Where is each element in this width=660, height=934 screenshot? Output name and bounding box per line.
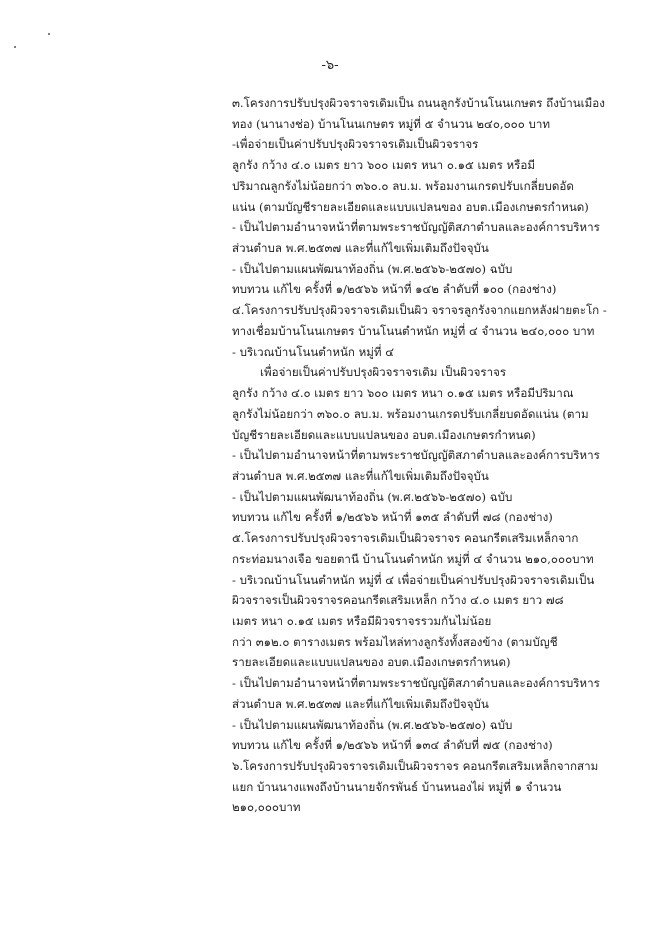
text-line: -เพื่อจ่ายเป็นค่าปรับปรุงผิวจราจรเดิมเป็นผิวจราจร — [232, 137, 479, 152]
text-line: ทอง (นานางช่อ) บ้านโนนเกษตร หมู่ที่ ๕ จำนวน ๒๔๐,๐๐๐ บาท — [232, 116, 551, 131]
text-line: กระท่อมนางเจือ ขอยตานี บ้านโนนตำหนัก หมู่ที่ ๔ จำนวน ๒๑๐,๐๐๐บาท — [232, 551, 594, 566]
text-line: เมตร หนา ๐.๑๕ เมตร หรือมีผิวจราจรรวมกันไม่น้อย — [232, 613, 492, 628]
text-line: รายละเอียดและแบบแปลนของ อบต.เมืองเกษตรกำหนด) — [232, 655, 511, 670]
document-body — [232, 93, 642, 818]
text-line: ๒๑๐,๐๐๐บาท — [232, 800, 301, 815]
text-line: ลูกรังไม่น้อยกว่า ๓๖๐.๐ ลบ.ม. พร้อมงานเกรดปรับเกลี่ยบดอัดแน่น (ตาม — [232, 406, 589, 421]
text-line: ๕.โครงการปรับปรุงผิวจราจรเดิมเป็นผิวจราจร คอนกรีตเสริมเหล็กจาก — [232, 531, 579, 546]
text-line: - เป็นไปตามอำนาจหน้าที่ตามพระราชบัญญัติสภาตำบลและองค์การบริหาร — [232, 448, 600, 463]
text-line: - บริเวณบ้านโนนตำหนัก หมู่ที่ ๔ — [232, 344, 394, 359]
scan-speck — [14, 46, 16, 48]
page-number: -๖- — [321, 58, 339, 73]
text-line: บัญชีรายละเอียดและแบบแปลนของ อบต.เมืองเกษตรกำหนด) — [232, 427, 536, 442]
text-line: - บริเวณบ้านโนนตำหนัก หมู่ที่ ๔ เพื่อจ่ายเป็นค่าปรับปรุงผิวจราจรเดิมเป็น — [232, 572, 595, 587]
scan-speck — [48, 33, 50, 35]
text-line: - เป็นไปตามแผนพัฒนาท้องถิ่น (พ.ศ.๒๕๖๖-๒๕๗๐) ฉบับ — [232, 261, 513, 276]
text-line: ๓.โครงการปรับปรุงผิวจราจรเดิมเป็น ถนนลูกรังบ้านโนนเกษตร ถึงบ้านเมือง — [232, 96, 605, 110]
text-line: ทบทวน แก้ไข ครั้งที่ ๑/๒๕๖๖ หน้าที่ ๑๔๒ ลำดับที่ ๑๐๐ (กองช่าง) — [232, 282, 557, 297]
text-line: ทบทวน แก้ไข ครั้งที่ ๑/๒๕๖๖ หน้าที่ ๑๓๔ ลำดับที่ ๗๕ (กองช่าง) — [232, 738, 553, 753]
text-line: แยก บ้านนางแพงถึงบ้านนายจักรพันธ์ บ้านหนองไผ่ หมู่ที่ ๑ จำนวน — [232, 779, 562, 794]
text-line: ส่วนตำบล พ.ศ.๒๕๓๗ และที่แก้ไขเพิ่มเติมถึงปัจจุบัน — [232, 468, 489, 483]
text-line: ๖.โครงการปรับปรุงผิวจราจรเดิมเป็นผิวจราจร คอนกรีตเสริมเหล็กจากสาม — [232, 759, 599, 773]
text-line: ทางเชื่อมบ้านโนนเกษตร บ้านโนนตำหนัก หมู่ที่ ๔ จำนวน ๒๔๐,๐๐๐ บาท — [232, 323, 595, 338]
text-line: ทบทวน แก้ไข ครั้งที่ ๑/๒๕๖๖ หน้าที่ ๑๓๕ ลำดับที่ ๗๘ (กองช่าง) — [232, 510, 553, 525]
text-line: ส่วนตำบล พ.ศ.๒๕๓๗ และที่แก้ไขเพิ่มเติมถึงปัจจุบัน — [232, 696, 489, 711]
text-line: ส่วนตำบล พ.ศ.๒๕๓๗ และที่แก้ไขเพิ่มเติมถึงปัจจุบัน — [232, 241, 489, 256]
text-line: - เป็นไปตามอำนาจหน้าที่ตามพระราชบัญญัติสภาตำบลและองค์การบริหาร — [232, 676, 600, 691]
text-line: ลูกรัง กว้าง ๔.๐ เมตร ยาว ๖๐๐ เมตร หนา ๐.๑๕ เมตร หรือมี — [232, 158, 535, 173]
text-line: - เป็นไปตามอำนาจหน้าที่ตามพระราชบัญญัติสภาตำบลและองค์การบริหาร — [232, 220, 600, 235]
text-line: ปริมาณลูกรังไม่น้อยกว่า ๓๖๐.๐ ลบ.ม. พร้อมงานเกรดปรับเกลี่ยบดอัด — [232, 178, 574, 193]
text-line: เพื่อจ่ายเป็นค่าปรับปรุงผิวจราจรเดิม เป็นผิวจราจร — [260, 365, 507, 380]
text-line: ลูกรัง กว้าง ๔.๐ เมตร ยาว ๖๐๐ เมตร หนา ๐.๑๕ เมตร หรือมีปริมาณ — [232, 386, 574, 401]
text-line: - เป็นไปตามแผนพัฒนาท้องถิ่น (พ.ศ.๒๕๖๖-๒๕๗๐) ฉบับ — [232, 489, 513, 504]
text-line: กว่า ๓๑๒.๐ ตารางเมตร พร้อมไหล่ทางลูกรังทั้งสองข้าง (ตามบัญชี — [232, 634, 558, 649]
text-line: - เป็นไปตามแผนพัฒนาท้องถิ่น (พ.ศ.๒๕๖๖-๒๕๗๐) ฉบับ — [232, 717, 513, 732]
text-line: แน่น (ตามบัญชีรายละเอียดและแบบแปลนของ อบต.เมืองเกษตรกำหนด) — [232, 199, 589, 214]
text-line: ผิวจราจรเป็นผิวจราจรคอนกรีตเสริมเหล็ก กว้าง ๔.๐ เมตร ยาว ๗๘ — [232, 593, 564, 608]
text-line: ๔.โครงการปรับปรุงผิวจราจรเดิมเป็นผิว จราจรลูกรังจากแยกหลังฝายตะโก - — [232, 303, 607, 318]
